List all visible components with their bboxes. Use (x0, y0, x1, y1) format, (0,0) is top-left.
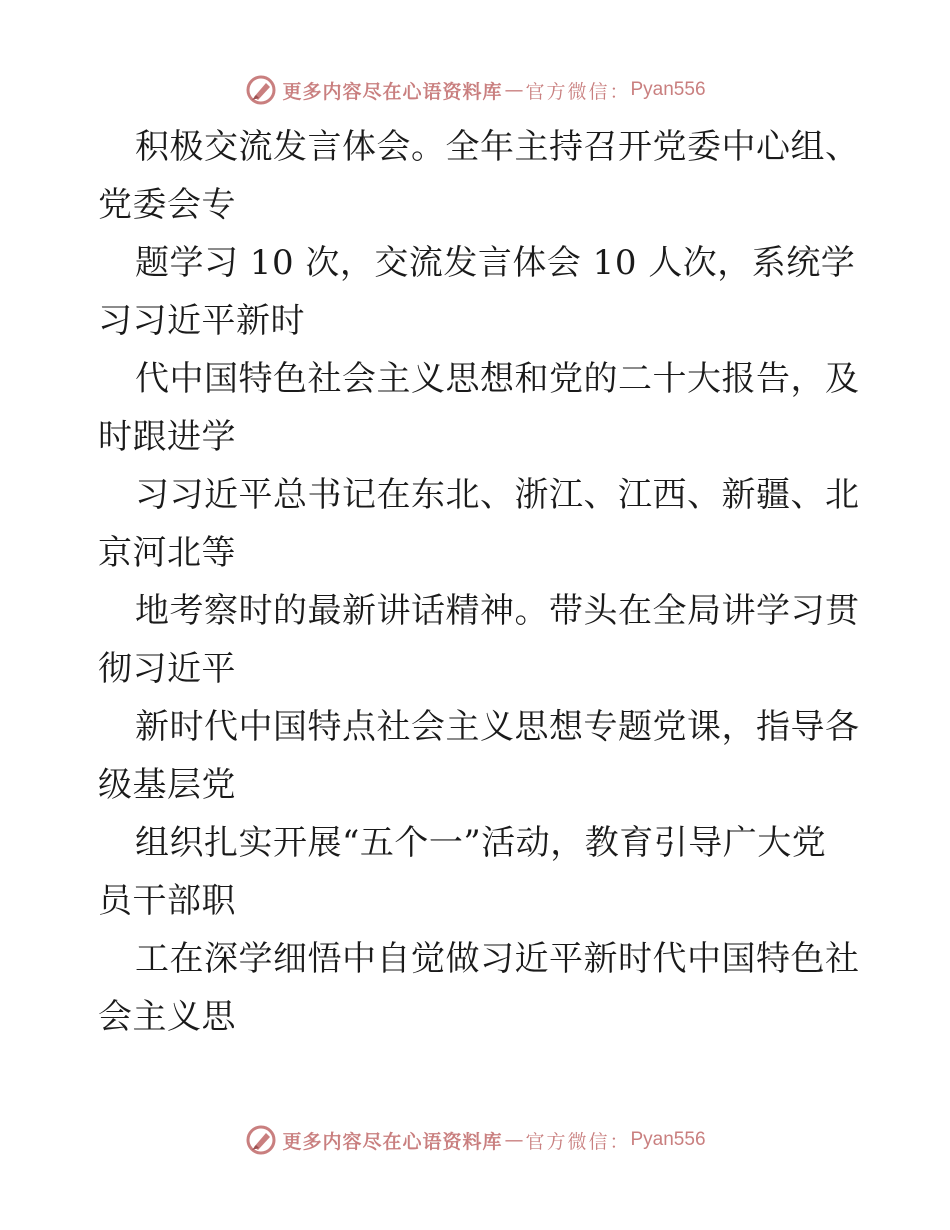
pen-nib-circle-logo-icon (244, 1123, 278, 1157)
body-line: 组织扎实开展“五个一”活动，教育引导广大党 (135, 823, 827, 863)
body-line: 级基层党 (98, 765, 236, 805)
body-line: 时跟进学 (98, 417, 236, 457)
body-line: 新时代中国特点社会主义思想专题党课，指导各 (135, 707, 860, 747)
pen-nib-circle-logo-icon (244, 73, 278, 107)
body-line: 地考察时的最新讲话精神。带头在全局讲学习贯 (135, 591, 860, 631)
body-line: 京河北等 (98, 533, 236, 573)
body-line: 党委会专 (98, 185, 236, 225)
body-line: 工在深学细悟中自觉做习近平新时代中国特色社 (135, 939, 860, 979)
banner-wechat-id: Pyan556 (630, 1129, 706, 1150)
banner-brand-text: 更多内容尽在心语资料库 (282, 80, 503, 103)
body-line: 彻习近平 (98, 649, 236, 689)
body-line: 员干部职 (98, 881, 236, 921)
banner-brand-text: 更多内容尽在心语资料库 (282, 1130, 503, 1153)
banner-separator: — (504, 79, 524, 101)
banner-wechat-label: 官方微信： (525, 80, 631, 103)
body-line: 习习近平总书记在东北、浙江、江西、新疆、北 (135, 475, 860, 515)
body-line: 代中国特色社会主义思想和党的二十大报告，及 (135, 359, 860, 399)
banner-wechat-id: Pyan556 (630, 79, 706, 100)
banner-wechat-label: 官方微信： (525, 1130, 631, 1153)
header-banner (0, 70, 950, 110)
footer-banner (0, 1120, 950, 1160)
body-line: 习习近平新时 (98, 301, 305, 341)
banner-separator: — (504, 1129, 524, 1151)
body-line: 会主义思 (98, 997, 236, 1037)
document-body (98, 118, 858, 1046)
body-line: 积极交流发言体会。全年主持召开党委中心组、 (135, 127, 860, 167)
body-line: 题学习 10 次，交流发言体会 10 人次，系统学 (135, 243, 856, 283)
